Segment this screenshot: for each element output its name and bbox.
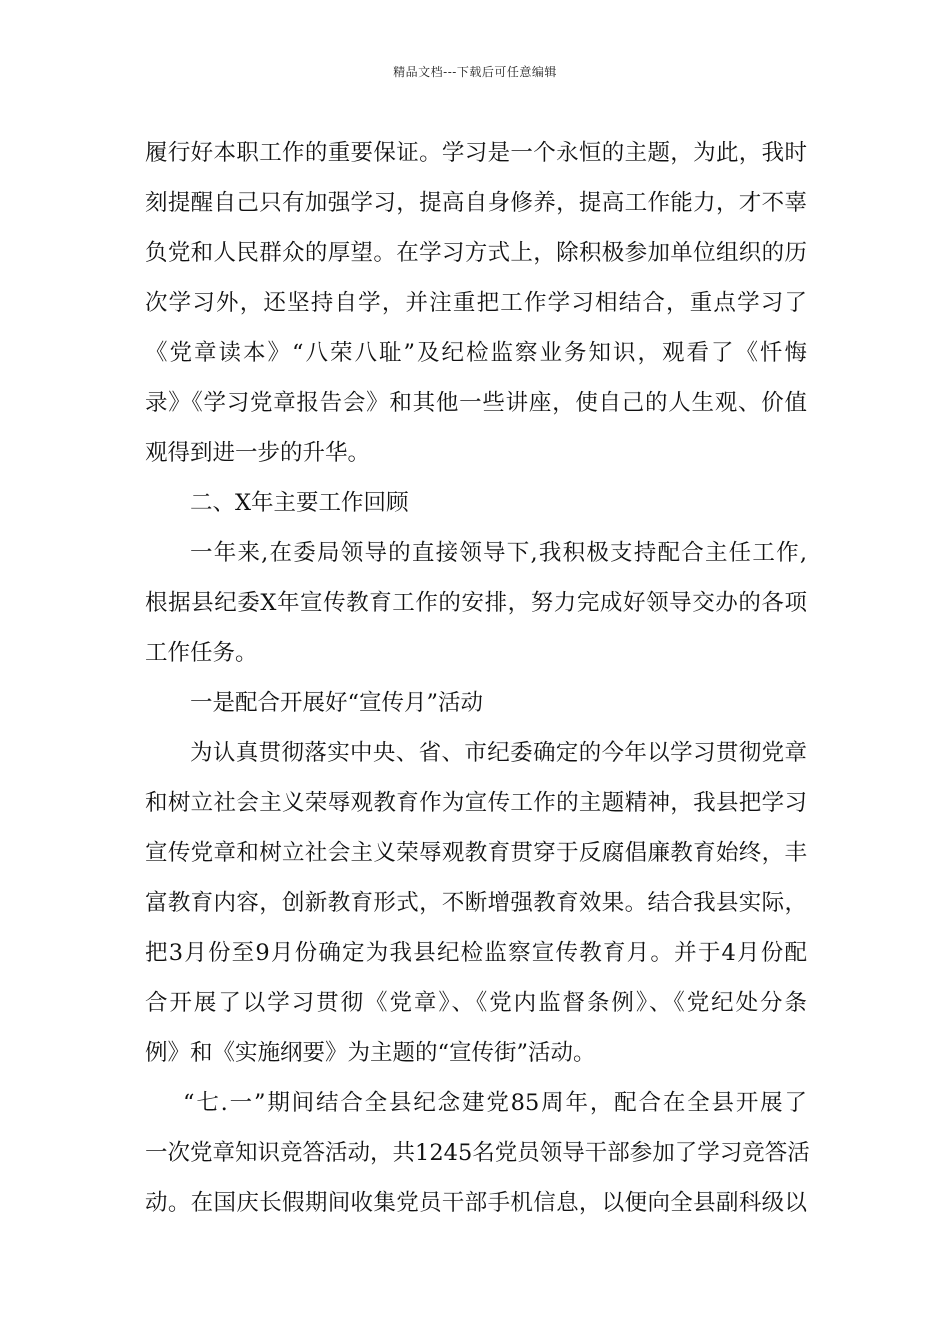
text-line: 动。在国庆长假期间收集党员干部手机信息，以便向全县副科级以: [145, 1190, 807, 1216]
text-line: 为认真贯彻落实中央、省、市纪委确定的今年以学习贯彻党章: [190, 740, 807, 766]
text-line: 录》《学习党章报告会》和其他一些讲座，使自己的人生观、价值: [145, 390, 807, 416]
text-line: 工作任务。: [145, 640, 258, 666]
text-line: 把3月份至9月份确定为我县纪检监察宣传教育月。并于4月份配: [145, 940, 807, 966]
document-body: [145, 128, 810, 1228]
text-line: 富教育内容，创新教育形式，不断增强教育效果。结合我县实际，: [145, 890, 807, 916]
text-line: 《党章读本》“八荣八耻”及纪检监察业务知识，观看了《忏悔: [145, 340, 807, 366]
text-line: 刻提醒自己只有加强学习，提高自身修养，提高工作能力，才不辜: [145, 190, 807, 216]
text-line: 一年来,在委局领导的直接领导下,我积极支持配合主任工作,: [190, 540, 807, 566]
text-line: 根据县纪委X年宣传教育工作的安排，努力完成好领导交办的各项: [145, 590, 807, 616]
text-line: 和树立社会主义荣辱观教育作为宣传工作的主题精神，我县把学习: [145, 790, 807, 816]
text-line: 例》和《实施纲要》为主题的“宣传街”活动。: [145, 1040, 596, 1066]
text-line: 宣传党章和树立社会主义荣辱观教育贯穿于反腐倡廉教育始终，丰: [145, 840, 807, 866]
text-line: 负党和人民群众的厚望。在学习方式上，除积极参加单位组织的历: [145, 240, 807, 266]
text-line: 履行好本职工作的重要保证。学习是一个永恒的主题，为此，我时: [145, 140, 807, 166]
text-line: 一次党章知识竞答活动，共1245名党员领导干部参加了学习竞答活: [145, 1140, 810, 1166]
subsection-heading: 一是配合开展好“宣传月”活动: [190, 690, 484, 716]
text-line: 合开展了以学习贯彻《党章》、《党内监督条例》、《党纪处分条: [145, 990, 807, 1016]
text-line: “七.一”期间结合全县纪念建党85周年，配合在全县开展了: [183, 1090, 807, 1116]
page-header: 精品文档---下载后可任意编辑: [393, 65, 557, 79]
section-heading: 二、X年主要工作回顾: [190, 490, 409, 516]
text-line: 观得到进一步的升华。: [145, 440, 371, 466]
text-line: 次学习外，还坚持自学，并注重把工作学习相结合，重点学习了: [145, 290, 807, 316]
